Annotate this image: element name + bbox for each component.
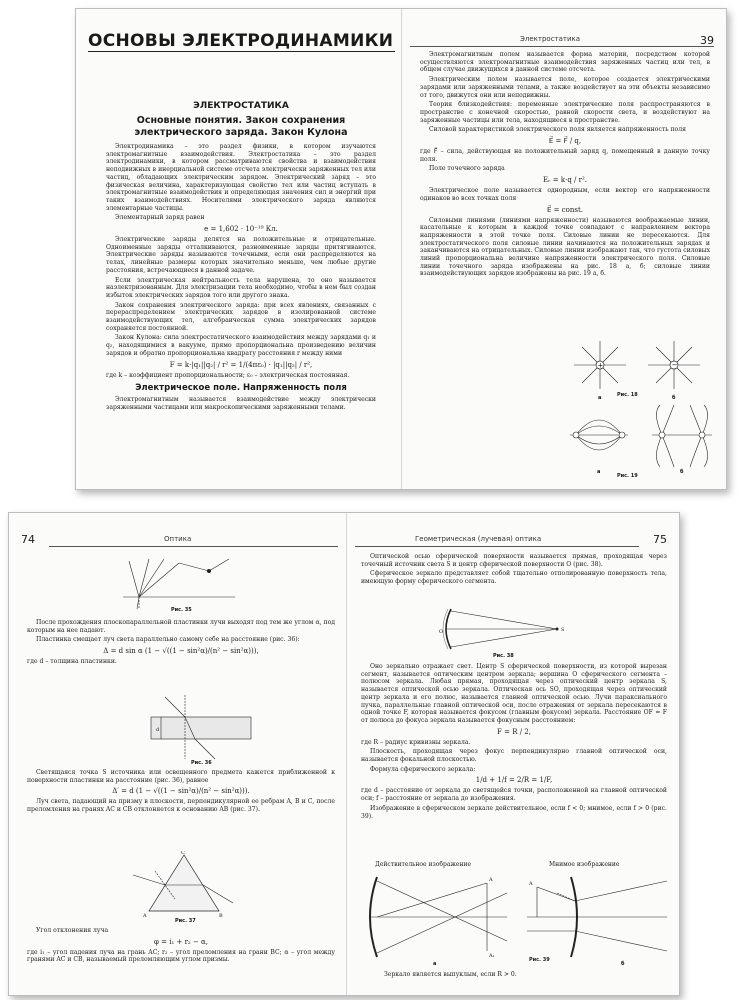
svg-text:C: C [181, 851, 185, 856]
right-optics-body-3 [375, 971, 667, 981]
paragraph: Светящаяся точка S источника или освещенного предмета кажется приближенной к поверхности пластинки на расстояние (рис. 36), равное [27, 769, 335, 784]
running-header-title: Электростатика [520, 35, 581, 43]
formula-point-charge: Eᵣ = k·q / r². [543, 176, 587, 185]
svg-text:O: O [439, 629, 444, 635]
paragraph: Зеркало является выпуклым, если R > 0. [384, 971, 517, 978]
figure-38-caption: Рис. 38 [493, 653, 514, 659]
formula-apparent-shift: Δ′ = d (1 − √((1 − sin²α)/(n² − sin²α))). [112, 787, 250, 796]
paragraph: Электромагнитным полем называется форма материи, посредством которой осуществляются электромагнитные взаимодействия заряженных частиц или тел, в общем случае движущихся в данной системе отсчета. [420, 51, 710, 74]
page-left-electrostatics [76, 9, 401, 489]
formula-uniform: E⃗ = const. [546, 205, 583, 214]
svg-text:A₁: A₁ [489, 953, 495, 959]
top-book-spread [75, 8, 727, 490]
page-number: 75 [653, 533, 667, 546]
figure-36-plate-diagram [149, 693, 259, 765]
figure-39-mirror-images [357, 871, 673, 967]
running-header-title: Геометрическая (лучевая) оптика [415, 535, 542, 543]
paragraph: Теория близкодействия: переменные электрические поля распространяются в пространстве с конечной скоростью, равной скорости света, и воздействуют на заряженные частицы или тела, находящиеся в пространстве. [420, 101, 710, 124]
paragraph: После прохождения плоскопараллельной пластинки лучи выходят под тем же углом α, под которым на нее падают. [27, 619, 335, 634]
paragraph: Силовыми линиями (линиями напряженности) называются воображаемые линии, касательные к которым в каждой точке совпадают с направлением вектора напряженности в этой точке поля. Силовые линии не пересекаются. Для электростатического поля силовые линии начинаются на положительных зарядах и заканчиваются на отрицательных. Силовые линии изображают так, что густота силовых линий пропорциональна величине напряженности электрического поля. Силовые линии точечного заряда изображены на рис. 18 а, б; силовые линии взаимодействующих зарядов изображены на рис. 19 а, б. [420, 216, 710, 278]
svg-text:S: S [561, 627, 565, 633]
figure-label-a: а [433, 961, 437, 967]
formula-elementary-charge: e = 1,602 · 10⁻¹⁹ Кл. [204, 225, 278, 234]
paragraph: где F⃗ – сила, действующая на положительный заряд q, помещенный в данную точку поля. [420, 148, 710, 163]
svg-text:d: d [156, 727, 160, 733]
paragraph: Плоскость, проходящая через фокус перпендикулярно главной оптической оси, называется фокальной плоскостью. [361, 748, 667, 764]
page-left-optics [9, 513, 346, 995]
chapter-title: ОСНОВЫ ЭЛЕКТРОДИНАМИКИ [88, 31, 394, 51]
running-header [49, 535, 338, 547]
paragraph: Электрическим полем называется поле, которое создается электрическими зарядами или заряженными телами, а также воздействует на эти объекты независимо от того, движутся они или неподвижны. [420, 76, 710, 99]
paragraph: Изображение в сферическом зеркале действительное, если f < 0; мнимое, если f > 0 (рис. 39). [361, 804, 667, 820]
figure-label-b: б [672, 395, 676, 401]
page-number: 39 [700, 34, 714, 47]
subsection-title-field: Электрическое поле. Напряженность поля [135, 383, 347, 394]
figure-37-caption: Рис. 37 [175, 918, 196, 923]
left-page-body [106, 97, 376, 414]
subsection-title: Основные понятия. Закон сохранения электрического заряда. Закон Кулона [134, 115, 348, 138]
figure-18-caption: Рис. 18 [617, 392, 638, 398]
paragraph: Закон Кулона: сила электростатического взаимодействия между зарядами q₁ и q₂, находящимися в вакууме, прямо пропорциональна произведению величин зарядов и обратно пропорциональна квадрату расстояния r между ними [106, 334, 376, 357]
paragraph: Закон сохранения электрического заряда: при всех явлениях, связанных с перераспределением электрических зарядов в изолированной системе взаимодействующих тел, алгебраическая сумма электрических зарядов сохраняется постоянной. [106, 301, 376, 332]
figure-label-b: б [621, 961, 625, 967]
svg-text:A: A [529, 881, 533, 887]
figure-36-caption: Рис. 36 [191, 760, 212, 765]
paragraph: Оптической осью сферической поверхности называется прямая, проходящая через точечный источник света S и центр сферической поверхности O (рис. 38). [361, 553, 667, 568]
positive-charge-sign: + [597, 361, 604, 370]
formula-coulomb: F = k·|q₁||q₂| / r² = 1/(4πε₀) · |q₁||q₂| / r², [169, 360, 313, 369]
figure-19-caption: Рис. 19 [617, 473, 638, 479]
paragraph: Электромагнитным называется взаимодействие между электрически заряженными частицами или макроскопическими заряженными телами. [106, 396, 376, 411]
figure-label-a: а [597, 469, 601, 475]
figure-35-ray-diagram [119, 553, 239, 613]
page-right-optics [347, 513, 679, 995]
running-header [410, 35, 714, 47]
label-real-image: Действительное изображение [375, 861, 472, 868]
paragraph: Элементарный заряд равен [115, 214, 205, 222]
figure-label-b: б [680, 469, 684, 475]
svg-text:A: A [143, 913, 147, 919]
paragraph: Электродинамика – это раздел физики, в котором изучаются электромагнитные взаимодействия. Электростатика – это раздел электродинамики, в котором рассматриваются свойства и взаимодействия неподвижных в инерциальной системе отсчета электрически заряженных тел или частиц, обладающих электрическим зарядом. Электрический заряд – это физическая величина, характеризующая свойство тел или частиц вступать в электромагнитные взаимодействия и определяющая значения сил и энергий при таких взаимодействиях. Носителями электрического заряда являются элементарные частицы. [106, 143, 376, 212]
left-optics-body-2 [27, 769, 335, 816]
section-title: ЭЛЕКТРОСТАТИКА [193, 101, 289, 111]
label-virtual-image: Мнимое изображение [549, 861, 620, 868]
figure-38-spherical-mirror [437, 603, 577, 659]
paragraph: Электрические заряды делятся на положительные и отрицательные. Одноименные заряды отталкиваются, разноименные заряды притягиваются. Электрические заряды называются точечными, если они распределяются на телах, линейные размеры которых значительно меньше, чем любые другие расстояния, встречающиеся в данной задаче. [106, 236, 376, 274]
paragraph: Луч света, падающий на призму в плоскости, перпендикулярной ее ребрам A, B и C, после преломления на гранях AC и CB отклоняется к основанию AB (рис. 37). [27, 798, 335, 814]
formula-focal-length: F = R / 2, [497, 727, 531, 736]
figure-39-caption: Рис. 39 [529, 957, 550, 963]
formula-shift: Δ = d sin α (1 − √((1 − sin²α)/(n² − sin²α))), [103, 647, 259, 656]
paragraph: Электрическое поле называется однородным, если вектор его напряженности одинаков во всех точках поля [420, 187, 710, 202]
right-optics-body-1 [361, 553, 667, 588]
right-optics-body-2 [361, 663, 667, 822]
figure-35-caption: Рис. 35 [171, 607, 192, 613]
paragraph: Если электрическая нейтральность тела нарушена, то оно называется наэлектризованным. Для электризации тела необходимо, чтобы в нем был создан избыток электрических зарядов того или другого знака. [106, 276, 376, 299]
svg-text:A: A [489, 877, 493, 883]
paragraph: Формула сферического зеркала: [370, 765, 476, 773]
svg-text:B: B [219, 913, 223, 919]
left-optics-body-1 [27, 619, 335, 668]
figure-label-a: а [598, 395, 602, 401]
paragraph: Сферическое зеркало представляет собой тщательно отполированную поверхность тела, имеющую форму сферического сегмента. [361, 570, 667, 586]
formula-field-strength: E⃗ = F⃗ / q, [548, 137, 582, 146]
right-page-body [420, 51, 710, 280]
formula-deviation-angle: φ = i₁ + r₂ − α, [154, 937, 208, 946]
negative-charge-sign: − [671, 361, 678, 370]
running-header-title: Оптика [164, 535, 192, 543]
paragraph: где d – толщина пластинки. [27, 658, 117, 666]
figure-37-prism-diagram [129, 851, 239, 923]
chapter-rule [88, 51, 395, 52]
left-optics-body-3 [27, 927, 335, 966]
running-header [355, 535, 639, 547]
page-number: 74 [21, 533, 35, 546]
paragraph: Поле точечного заряда [429, 165, 505, 173]
paragraph: где i₁ – угол падения луча на грань AC; r₂ – угол преломления на грани BC; α – угол между гранями AC и CB, называемый преломляющим углом призмы. [27, 948, 335, 964]
paragraph: Угол отклонения луча [36, 927, 109, 934]
paragraph: где d – расстояние от зеркала до светящейся точки, расположенной на главной оптической оси; f – расстояние от зеркала до изображения. [361, 787, 667, 803]
bottom-book-spread [8, 512, 680, 996]
paragraph: Силовой характеристикой электрического поля является напряженность поля [429, 126, 686, 134]
formula-mirror: 1/d + 1/f = 2/R = 1/F, [475, 776, 553, 785]
figure-19-field-lines [552, 403, 722, 475]
paragraph: где k – коэффициент пропорциональности; ε₀ – электрическая постоянная. [106, 371, 350, 379]
paragraph: где R – радиус кривизны зеркала. [361, 738, 471, 746]
paragraph: Оно зеркально отражает свет. Центр S сферической поверхности, из которой вырезан сегмент, называется оптическим центром зеркала; вершина O сферического сегмента – полюсом зеркала. Любая прямая, проходящая через оптический центр зеркала S, называется оптической осью зеркала. Оптическая ось SO, проходящая через оптический центр зеркала и его полюс, называется главной оптической осью. Лучи параксиального пучка, параллельные главной оптической оси, после отражения от зеркала пересекаются в одной точке F, которая называется фокусом (главным фокусом) зеркала. Расстояние OF = F от полюса до фокуса зеркала называется фокусным расстоянием: [361, 663, 667, 724]
paragraph: Пластинка смещает луч света параллельно самому себе на расстояние (рис. 36): [36, 636, 300, 644]
page-right-electrostatics [402, 9, 726, 489]
